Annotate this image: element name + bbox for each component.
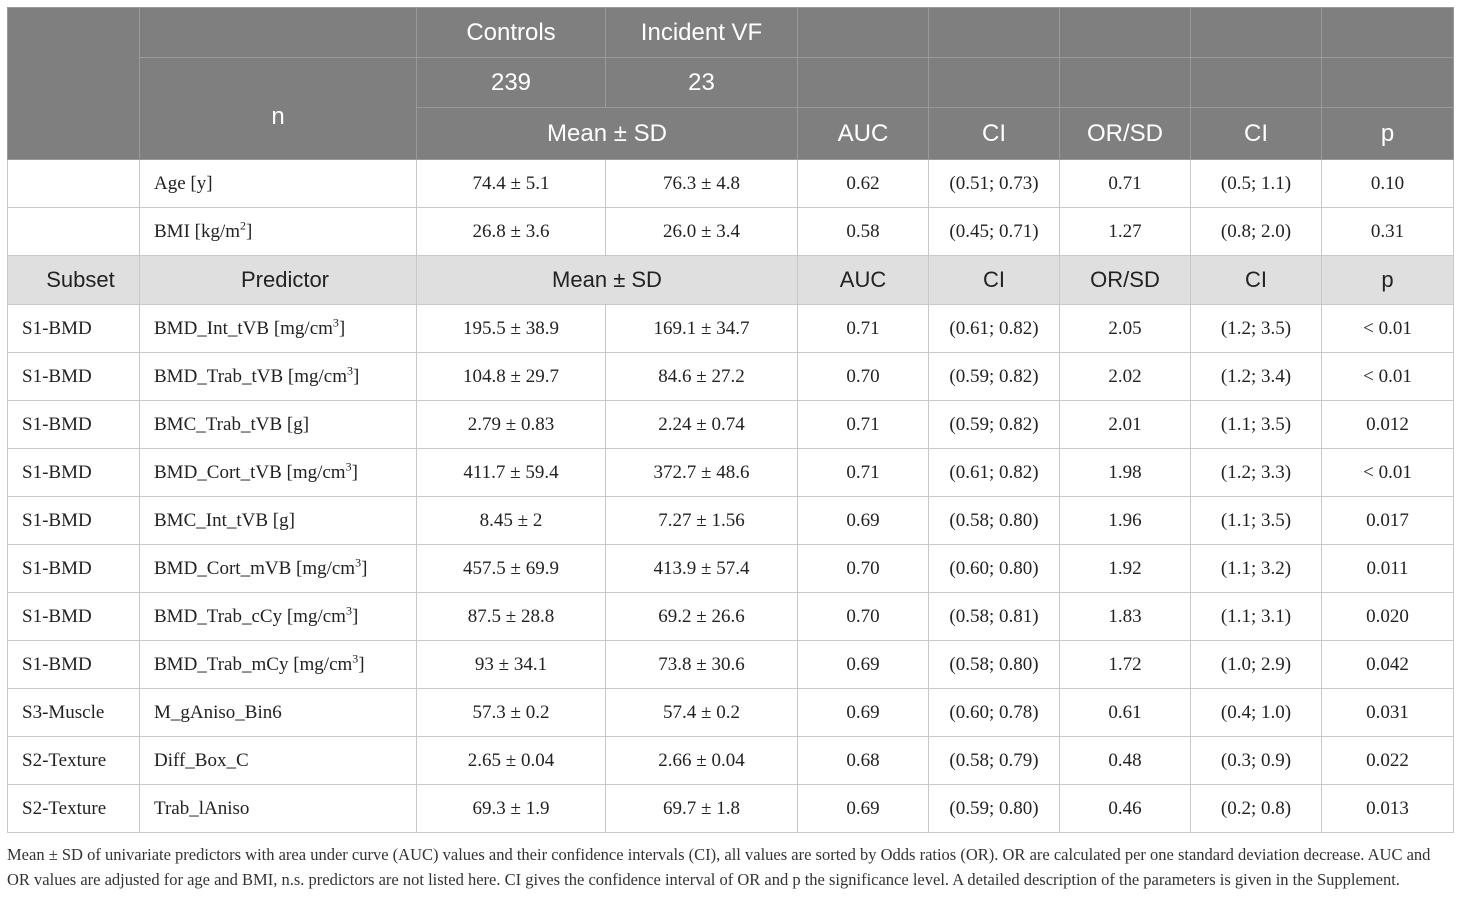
predictor-name: BMD_Int_tVB [mg/cm [154,317,333,339]
auc-ci-value: (0.51; 0.73) [929,160,1060,208]
controls-value: 8.45 ± 2 [417,497,606,545]
or-value: 2.02 [1060,353,1191,401]
controls-value: 26.8 ± 3.6 [417,208,606,256]
header-n-controls: 239 [417,58,606,108]
subheader-predictor: Predictor [140,256,417,305]
predictor-cell [140,497,417,545]
auc-value: 0.70 [798,593,929,641]
or-ci-value: (0.2; 0.8) [1191,785,1322,833]
subset-cell: S1-BMD [8,497,140,545]
incident-value: 169.1 ± 34.7 [606,305,798,353]
subset-cell: S1-BMD [8,353,140,401]
controls-value: 69.3 ± 1.9 [417,785,606,833]
or-ci-value: (0.8; 2.0) [1191,208,1322,256]
auc-value: 0.68 [798,737,929,785]
or-ci-value: (1.0; 2.9) [1191,641,1322,689]
incident-value: 73.8 ± 30.6 [606,641,798,689]
subset-cell: S1-BMD [8,641,140,689]
controls-value: 104.8 ± 29.7 [417,353,606,401]
subheader-ci-auc: CI [929,256,1060,305]
auc-ci-value: (0.60; 0.78) [929,689,1060,737]
header-corner [8,8,140,160]
auc-value: 0.71 [798,449,929,497]
predictor-cell [140,689,417,737]
or-value: 1.96 [1060,497,1191,545]
auc-ci-value: (0.58; 0.81) [929,593,1060,641]
p-value: 0.022 [1322,737,1454,785]
controls-value: 411.7 ± 59.4 [417,449,606,497]
header-blank [140,8,417,58]
controls-value: 457.5 ± 69.9 [417,545,606,593]
header-row-n [8,58,1454,108]
controls-value: 195.5 ± 38.9 [417,305,606,353]
subset-cell: S3-Muscle [8,689,140,737]
predictor-cell [140,208,417,256]
unit-close: ] [351,605,359,627]
or-ci-value: (1.2; 3.5) [1191,305,1322,353]
auc-value: 0.71 [798,401,929,449]
table-row [8,593,1454,641]
table-row [8,401,1454,449]
incident-value: 76.3 ± 4.8 [606,160,798,208]
p-value: 0.31 [1322,208,1454,256]
or-value: 2.05 [1060,305,1191,353]
header-ci-or: CI [1191,108,1322,160]
table-row [8,641,1454,689]
or-ci-value: (1.2; 3.4) [1191,353,1322,401]
auc-ci-value: (0.61; 0.82) [929,305,1060,353]
predictor-cell [140,305,417,353]
table-row [8,353,1454,401]
p-value: 0.011 [1322,545,1454,593]
or-value: 0.46 [1060,785,1191,833]
subset-cell: S2-Texture [8,737,140,785]
incident-value: 2.66 ± 0.04 [606,737,798,785]
incident-value: 84.6 ± 27.2 [606,353,798,401]
subheader-p: p [1322,256,1454,305]
predictor-cell [140,449,417,497]
predictor-name: BMC_Int_tVB [g] [154,509,295,531]
unit-exponent: 2 [240,218,247,233]
predictor-cell [140,593,417,641]
header-incident: Incident VF [606,8,798,58]
incident-value: 413.9 ± 57.4 [606,545,798,593]
or-value: 1.92 [1060,545,1191,593]
auc-value: 0.58 [798,208,929,256]
subset-cell: S1-BMD [8,545,140,593]
p-value: < 0.01 [1322,305,1454,353]
auc-ci-value: (0.59; 0.80) [929,785,1060,833]
subset-cell: S2-Texture [8,785,140,833]
p-value: 0.10 [1322,160,1454,208]
table-row [8,785,1454,833]
unit-exponent: 3 [352,651,359,666]
p-value: < 0.01 [1322,353,1454,401]
unit-exponent: 3 [347,363,354,378]
auc-value: 0.69 [798,689,929,737]
auc-value: 0.70 [798,545,929,593]
auc-value: 0.62 [798,160,929,208]
or-value: 1.72 [1060,641,1191,689]
auc-ci-value: (0.61; 0.82) [929,449,1060,497]
header-mean-sd: Mean ± SD [417,108,798,160]
unit-close: ] [361,557,368,579]
table-row [8,449,1454,497]
table-row [8,545,1454,593]
or-value: 0.71 [1060,160,1191,208]
incident-value: 57.4 ± 0.2 [606,689,798,737]
subheader-auc: AUC [798,256,929,305]
p-value: 0.020 [1322,593,1454,641]
or-value: 2.01 [1060,401,1191,449]
predictor-name: BMC_Trab_tVB [g] [154,413,310,435]
or-ci-value: (1.2; 3.3) [1191,449,1322,497]
baseline-row [8,208,1454,256]
auc-value: 0.70 [798,353,929,401]
table-row [8,689,1454,737]
controls-value: 93 ± 34.1 [417,641,606,689]
auc-value: 0.69 [798,497,929,545]
or-ci-value: (1.1; 3.5) [1191,401,1322,449]
predictor-cell [140,545,417,593]
header-controls: Controls [417,8,606,58]
header-ci-auc: CI [929,108,1060,160]
p-value: 0.012 [1322,401,1454,449]
baseline-row [8,160,1454,208]
predictor-name: Diff_Box_C [154,749,249,771]
auc-ci-value: (0.58; 0.80) [929,641,1060,689]
predictor-cell [140,737,417,785]
predictor-name: BMD_Cort_tVB [mg/cm [154,461,346,483]
unit-exponent: 3 [345,603,352,618]
table-row [8,305,1454,353]
auc-ci-value: (0.60; 0.80) [929,545,1060,593]
incident-value: 69.7 ± 1.8 [606,785,798,833]
controls-value: 57.3 ± 0.2 [417,689,606,737]
subheader-row [8,256,1454,305]
p-value: 0.031 [1322,689,1454,737]
table-footnote: Mean ± SD of univariate predictors with area under curve (AUC) values and their confidence intervals (CI), all values are sorted by Odds ratios (OR). OR are calculated per one standard deviation decrease. AUC and OR values are adjusted for age and BMI, n.s. predictors are not listed here. CI gives the confidence interval of OR and p the significance level. A detailed description of the parameters is given in the Supplement. [7,845,1431,889]
auc-ci-value: (0.59; 0.82) [929,401,1060,449]
table-row [8,497,1454,545]
subheader-mean-sd: Mean ± SD [417,256,798,305]
subheader-or-sd: OR/SD [1060,256,1191,305]
unit-close: ] [353,365,360,387]
results-table [7,7,1454,833]
or-value: 0.61 [1060,689,1191,737]
auc-ci-value: (0.59; 0.82) [929,353,1060,401]
p-value: 0.013 [1322,785,1454,833]
controls-value: 87.5 ± 28.8 [417,593,606,641]
subheader-subset: Subset [8,256,140,305]
predictor-name: Trab_lAniso [154,797,250,819]
unit-close: ] [246,220,253,242]
or-value: 0.48 [1060,737,1191,785]
incident-value: 26.0 ± 3.4 [606,208,798,256]
auc-ci-value: (0.58; 0.79) [929,737,1060,785]
header-or-sd: OR/SD [1060,108,1191,160]
predictor-name: BMD_Trab_cCy [mg/cm [154,605,346,627]
header-n-label: n [140,58,417,160]
predictor-name: BMI [kg/m [154,220,241,242]
predictor-name: Age [y] [154,172,213,194]
predictor-cell [140,401,417,449]
table-row [8,737,1454,785]
subset-cell: S1-BMD [8,401,140,449]
auc-value: 0.69 [798,785,929,833]
header-p: p [1322,108,1454,160]
header-row-groups [8,8,1454,58]
predictor-name: BMD_Trab_mCy [mg/cm [154,653,353,675]
unit-exponent: 3 [355,555,362,570]
predictor-name: BMD_Cort_mVB [mg/cm [154,557,356,579]
predictor-cell [140,160,417,208]
incident-value: 69.2 ± 26.6 [606,593,798,641]
predictor-name: M_gAniso_Bin6 [154,701,282,723]
predictor-cell [140,785,417,833]
unit-close: ] [358,653,365,675]
p-value: < 0.01 [1322,449,1454,497]
auc-value: 0.71 [798,305,929,353]
or-value: 1.98 [1060,449,1191,497]
unit-close: ] [351,461,358,483]
or-ci-value: (0.4; 1.0) [1191,689,1322,737]
unit-exponent: 3 [345,459,352,474]
predictor-name: BMD_Trab_tVB [mg/cm [154,365,348,387]
incident-value: 7.27 ± 1.56 [606,497,798,545]
subset-cell: S1-BMD [8,305,140,353]
or-ci-value: (1.1; 3.1) [1191,593,1322,641]
or-ci-value: (0.3; 0.9) [1191,737,1322,785]
predictor-cell [140,353,417,401]
controls-value: 2.65 ± 0.04 [417,737,606,785]
or-ci-value: (0.5; 1.1) [1191,160,1322,208]
auc-value: 0.69 [798,641,929,689]
unit-exponent: 3 [332,315,339,330]
subheader-ci-or: CI [1191,256,1322,305]
controls-value: 74.4 ± 5.1 [417,160,606,208]
auc-ci-value: (0.45; 0.71) [929,208,1060,256]
or-value: 1.27 [1060,208,1191,256]
subset-cell: S1-BMD [8,449,140,497]
p-value: 0.042 [1322,641,1454,689]
unit-close: ] [338,317,346,339]
subset-cell [8,208,140,256]
p-value: 0.017 [1322,497,1454,545]
auc-ci-value: (0.58; 0.80) [929,497,1060,545]
or-ci-value: (1.1; 3.2) [1191,545,1322,593]
subset-cell [8,160,140,208]
incident-value: 2.24 ± 0.74 [606,401,798,449]
predictor-cell [140,641,417,689]
subset-cell: S1-BMD [8,593,140,641]
header-n-incident: 23 [606,58,798,108]
header-auc: AUC [798,108,929,160]
or-ci-value: (1.1; 3.5) [1191,497,1322,545]
controls-value: 2.79 ± 0.83 [417,401,606,449]
incident-value: 372.7 ± 48.6 [606,449,798,497]
or-value: 1.83 [1060,593,1191,641]
